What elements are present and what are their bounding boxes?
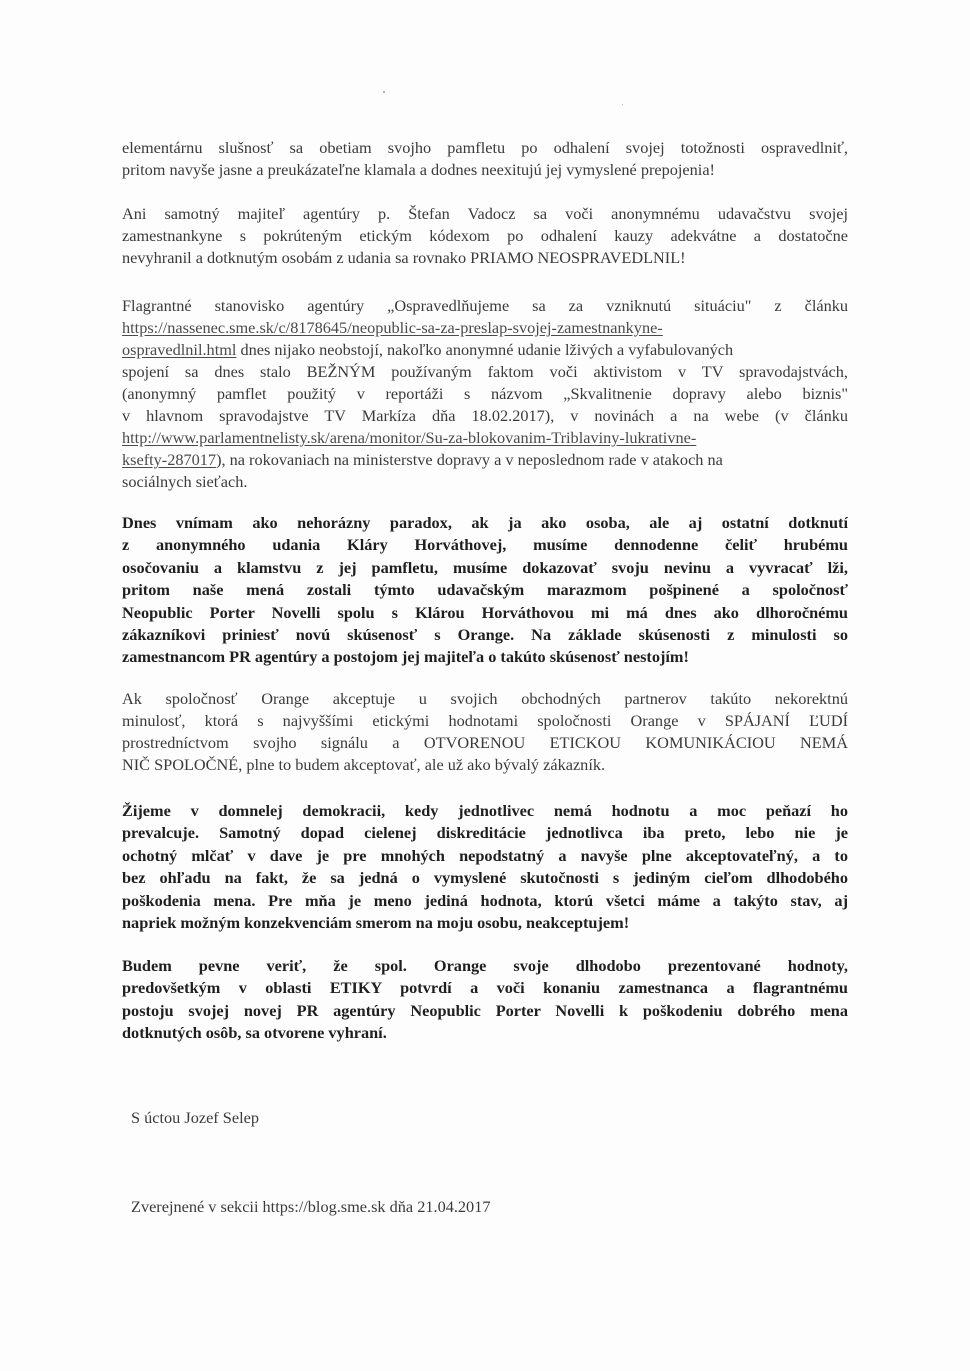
text-line: Budem pevne veriť, že spol. Orange svoje dlhodobo prezentované hodnoty, bbox=[122, 956, 848, 975]
text-line: pritom navyše jasne a preukázateľne klamala a dodnes neexitujú jej vymyslené prepojenia! bbox=[122, 160, 715, 179]
text-line: prevalcuje. Samotný dopad cielenej diskreditácie jednotlivca iba preto, lebo nie je bbox=[122, 823, 848, 843]
text-line: zamestnancom PR agentúry a postojom jej majiteľa o takúto skúsenosť nestojím! bbox=[122, 647, 689, 667]
text-line: poškodenia mena. Pre mňa je meno jediná hodnota, ktorú všetci máme a takýto stav, aj bbox=[122, 890, 848, 910]
text-line: (anonymný pamflet použitý v reportáži s názvom „Skvalitnenie dopravy alebo biznis" bbox=[122, 384, 848, 403]
text-line: pritom naše mená zostali týmto udavačským marazmom pošpinené a spoločnosť bbox=[122, 580, 848, 600]
scan-speck bbox=[622, 104, 623, 105]
text-line: Ak spoločnosť Orange akceptuje u svojich obchodných partnerov takúto nekorektnú bbox=[122, 689, 848, 708]
published-note: Zverejnené v sekcii https://blog.sme.sk dňa 21.04.2017 bbox=[131, 1197, 491, 1216]
paragraph-orange-partners bbox=[122, 688, 848, 776]
text-line: Dnes vnímam ako nehorázny paradox, ak ja ako osoba, ale aj ostatní dotknutí bbox=[122, 513, 848, 532]
text-line: spojení sa dnes stalo BEŽNÝM používaným faktom voči aktivistom v TV spravodajstvách, bbox=[122, 362, 848, 381]
text-line: z anonymného udania Kláry Horváthovej, musíme dennodenne čeliť hrubému bbox=[122, 535, 848, 555]
text-line: napriek možným konzekvenciám smerom na moju osobu, neakceptujem! bbox=[122, 912, 630, 932]
text-line: sociálnych sieťach. bbox=[122, 472, 248, 491]
signature: S úctou Jozef Selep bbox=[131, 1108, 259, 1127]
text-line: predovšetkým v oblasti ETIKY potvrdí a voči konaniu zamestnanca a flagrantnému bbox=[122, 978, 848, 998]
text-line: osočovaniu a klamstvu z jej pamfletu, musíme dokazovať svoju nevinu a vyvracať lži, bbox=[122, 557, 848, 577]
paragraph-agency-owner bbox=[122, 203, 848, 269]
text-line: postoju svojej novej PR agentúry Neopublic Porter Novelli k poškodeniu dobrého mena bbox=[122, 1000, 848, 1020]
text-span: dnes nijako neobstojí, nakoľko anonymné udanie lživých a vyfabulovaných bbox=[236, 340, 734, 359]
parlament-link-part1[interactable]: http://www.parlamentnelisty.sk/arena/monitor/Su-za-blokovanim-Triblaviny-lukrativne- bbox=[122, 428, 697, 447]
text-line: minulosť, ktorá s najvyššími etickými hodnotami spoločnosti Orange v SPÁJANÍ ĽUDÍ bbox=[122, 711, 848, 730]
text-line: Flagrantné stanovisko agentúry „Ospravedlňujeme sa za vzniknutú situáciu" z článku bbox=[122, 296, 848, 315]
scan-speck bbox=[383, 91, 385, 93]
text-line: Neopublic Porter Novelli spolu s Klárou Horváthovou mi má dnes ako dlhoročnému bbox=[122, 602, 848, 622]
text-line: Žijeme v domnelej demokracii, kedy jednotlivec nemá hodnotu a moc peňazí ho bbox=[122, 801, 848, 820]
text-line: nevyhranil a dotknutým osobám z udania sa rovnako PRIAMO NEOSPRAVEDLNIL! bbox=[122, 248, 686, 267]
text-line: v hlavnom spravodajstve TV Markíza dňa 18.02.2017), v novinách a na webe (v článku bbox=[122, 406, 848, 425]
text-line: elementárnu slušnosť sa obetiam svojho pamfletu po odhalení svojej totožnosti ospravedlniť, bbox=[122, 138, 848, 157]
text-line: zamestnankyne s pokrúteným etickým kódexom po odhalení kauzy adekvátne a dostatočne bbox=[122, 226, 848, 245]
text-line: dotknutých osôb, sa otvorene vyhraní. bbox=[122, 1023, 387, 1043]
paragraph-democracy bbox=[122, 800, 848, 934]
paragraph-apology-intro bbox=[122, 137, 848, 181]
paragraph-paradox bbox=[122, 512, 848, 669]
text-line: ochotný mlčať v dave je pre mnohých nepodstatný a navyše plne akceptovateľný, a to bbox=[122, 845, 848, 865]
text-line: prostredníctvom svojho signálu a OTVORENOU ETICKOU KOMUNIKÁCIOU NEMÁ bbox=[122, 733, 848, 752]
parlament-link-part2[interactable]: ksefty-287017 bbox=[122, 450, 217, 469]
article-link-part1[interactable]: https://nassenec.sme.sk/c/8178645/neopublic-sa-za-preslap-svojej-zamestnankyne- bbox=[122, 318, 663, 337]
text-line: zákazníkovi priniesť novú skúsenosť s Orange. Na základe skúsenosti z minulosti so bbox=[122, 624, 848, 644]
paragraph-agency-statement bbox=[122, 295, 848, 493]
paragraph-closing-belief bbox=[122, 955, 848, 1045]
text-span: ), na rokovaniach na ministerstve dopravy a v neposlednom rade v atakoch na bbox=[216, 450, 723, 469]
text-line: bez ohľadu na fakt, že sa jedná o vymyslené skutočnosti s jediným cieľom dlhodobého bbox=[122, 868, 848, 888]
article-link-part2[interactable]: ospravedlnil.html bbox=[122, 340, 237, 359]
text-line: Ani samotný majiteľ agentúry p. Štefan Vadocz sa voči anonymnému udavačstvu svojej bbox=[122, 204, 848, 223]
text-line: NIČ SPOLOČNÉ, plne to budem akceptovať, ale už ako bývalý zákazník. bbox=[122, 755, 606, 774]
